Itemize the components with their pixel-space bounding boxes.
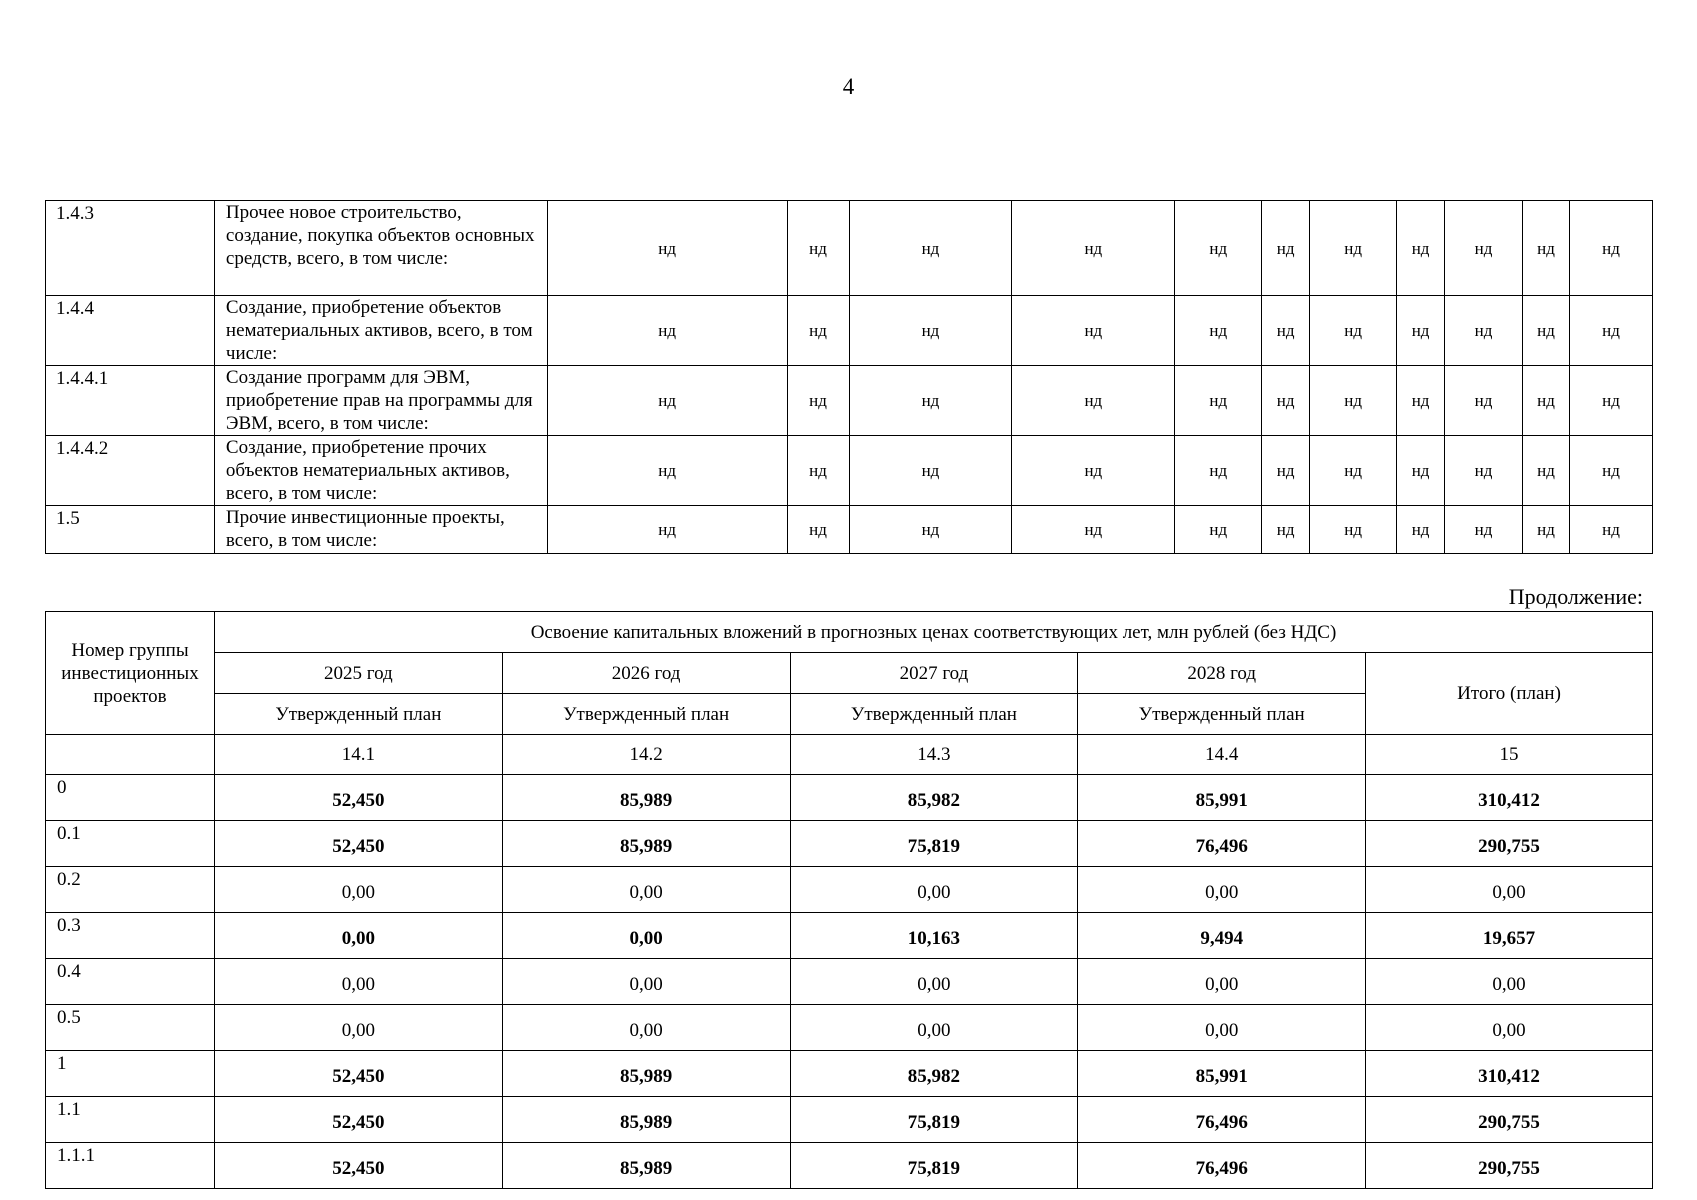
value-cell: нд [787,201,849,296]
value-cell: нд [1523,506,1570,554]
value-cell: 52,450 [214,1051,502,1097]
table-row [46,1005,1653,1051]
top-table-row [46,506,1653,554]
value-cell: 85,989 [502,775,790,821]
value-cell: нд [1310,366,1397,436]
value-cell: нд [1569,436,1652,506]
value-cell: нд [787,296,849,366]
column-number: 15 [1366,735,1653,775]
value-cell: нд [1262,296,1310,366]
value-cell: нд [1569,506,1652,554]
value-cell: нд [547,201,787,296]
value-cell: 0,00 [502,913,790,959]
value-cell: нд [1262,201,1310,296]
table-row [46,913,1653,959]
column-number: 14.1 [214,735,502,775]
value-cell: 0,00 [502,959,790,1005]
value-cell: нд [1175,201,1262,296]
value-cell: нд [1397,201,1445,296]
row-description: Создание, приобретение объектов нематериальных активов, всего, в том числе: [214,296,547,366]
table-row [46,1097,1653,1143]
value-cell: нд [1012,436,1175,506]
value-cell: нд [1012,296,1175,366]
value-cell: нд [849,201,1012,296]
value-cell: нд [1175,506,1262,554]
table-row [46,1051,1653,1097]
value-cell: 10,163 [790,913,1078,959]
value-cell: нд [849,506,1012,554]
table-row [46,821,1653,867]
value-cell: 75,819 [790,1143,1078,1189]
value-cell: нд [1012,201,1175,296]
value-cell: нд [1175,296,1262,366]
empty-cell [46,735,215,775]
value-cell: 0,00 [1366,867,1653,913]
value-cell: 310,412 [1366,775,1653,821]
value-cell: 290,755 [1366,821,1653,867]
continuation-label: Продолжение: [1508,584,1643,609]
value-cell: нд [1445,201,1523,296]
value-cell: 290,755 [1366,1097,1653,1143]
group-number: 1.1 [46,1097,215,1143]
bottom-table [45,611,1653,1189]
plan-header: Утвержденный план [1078,694,1366,735]
row-description: Прочее новое строительство, создание, покупка объектов основных средств, всего, в том числе: [214,201,547,296]
value-cell: нд [1445,296,1523,366]
value-cell: 9,494 [1078,913,1366,959]
plan-header: Утвержденный план [790,694,1078,735]
value-cell: нд [1175,366,1262,436]
value-cell: 0,00 [214,867,502,913]
value-cell: нд [1445,366,1523,436]
value-cell: 0,00 [502,867,790,913]
total-header: Итого (план) [1366,653,1653,735]
value-cell: нд [1262,436,1310,506]
plan-header: Утвержденный план [214,694,502,735]
value-cell: нд [1397,366,1445,436]
value-cell: 52,450 [214,821,502,867]
value-cell: нд [1445,436,1523,506]
group-number: 1.1.1 [46,1143,215,1189]
value-cell: 85,989 [502,821,790,867]
value-cell: 290,755 [1366,1143,1653,1189]
value-cell: 0,00 [1078,867,1366,913]
top-table-row [46,436,1653,506]
page-number: 4 [842,74,855,99]
value-cell: нд [1310,436,1397,506]
table-row [46,775,1653,821]
value-cell: нд [1310,201,1397,296]
value-cell: 0,00 [214,959,502,1005]
value-cell: нд [787,506,849,554]
value-cell: 0,00 [790,867,1078,913]
row-number: 1.4.4 [46,296,215,366]
table-row [46,959,1653,1005]
value-cell: 0,00 [790,1005,1078,1051]
value-cell: нд [1523,201,1570,296]
value-cell: 0,00 [1366,959,1653,1005]
value-cell: 85,989 [502,1143,790,1189]
value-cell: нд [1445,506,1523,554]
value-cell: 75,819 [790,1097,1078,1143]
value-cell: нд [849,436,1012,506]
value-cell: нд [1012,506,1175,554]
row-number: 1.5 [46,506,215,554]
value-cell: нд [1523,296,1570,366]
value-cell: 85,991 [1078,1051,1366,1097]
group-number-header: Номер группы инвестиционных проектов [46,612,215,735]
value-cell: нд [1310,296,1397,366]
value-cell: 0,00 [1078,1005,1366,1051]
group-number: 1 [46,1051,215,1097]
value-cell: нд [1523,436,1570,506]
value-cell: нд [1397,436,1445,506]
value-cell: нд [547,296,787,366]
year-header: 2028 год [1078,653,1366,694]
value-cell: нд [1175,436,1262,506]
value-cell: 0,00 [1078,959,1366,1005]
column-number: 14.2 [502,735,790,775]
value-cell: 19,657 [1366,913,1653,959]
value-cell: 310,412 [1366,1051,1653,1097]
value-cell: нд [787,436,849,506]
row-number: 1.4.4.2 [46,436,215,506]
row-description: Создание программ для ЭВМ, приобретение прав на программы для ЭВМ, всего, в том числе: [214,366,547,436]
group-number: 0.4 [46,959,215,1005]
value-cell: нд [1397,506,1445,554]
value-cell: 76,496 [1078,821,1366,867]
group-number: 0.5 [46,1005,215,1051]
year-header: 2025 год [214,653,502,694]
value-cell: нд [1523,366,1570,436]
value-cell: нд [547,506,787,554]
value-cell: нд [1397,296,1445,366]
value-cell: 0,00 [1366,1005,1653,1051]
value-cell: 0,00 [214,1005,502,1051]
value-cell: нд [1262,366,1310,436]
table-row [46,867,1653,913]
value-cell: нд [1262,506,1310,554]
value-cell: 52,450 [214,1143,502,1189]
value-cell: 85,982 [790,775,1078,821]
value-cell: 85,991 [1078,775,1366,821]
table-row [46,1143,1653,1189]
value-cell: нд [1012,366,1175,436]
plan-header: Утвержденный план [502,694,790,735]
value-cell: 85,982 [790,1051,1078,1097]
value-cell: 75,819 [790,821,1078,867]
value-cell: 85,989 [502,1051,790,1097]
row-description: Создание, приобретение прочих объектов нематериальных активов, всего, в том числе: [214,436,547,506]
value-cell: нд [787,366,849,436]
value-cell: нд [1569,201,1652,296]
row-number: 1.4.4.1 [46,366,215,436]
row-description: Прочие инвестиционные проекты, всего, в том числе: [214,506,547,554]
value-cell: нд [1569,296,1652,366]
value-cell: нд [1569,366,1652,436]
value-cell: нд [849,296,1012,366]
main-header: Освоение капитальных вложений в прогнозных ценах соответствующих лет, млн рублей (без НДС) [214,612,1652,653]
row-number: 1.4.3 [46,201,215,296]
group-number: 0.1 [46,821,215,867]
value-cell: 52,450 [214,1097,502,1143]
year-header: 2027 год [790,653,1078,694]
value-cell: нд [547,366,787,436]
year-header: 2026 год [502,653,790,694]
top-table-row [46,366,1653,436]
top-table [45,200,1653,554]
top-table-row [46,201,1653,296]
value-cell: 0,00 [502,1005,790,1051]
value-cell: 76,496 [1078,1143,1366,1189]
column-number: 14.3 [790,735,1078,775]
column-number: 14.4 [1078,735,1366,775]
group-number: 0 [46,775,215,821]
value-cell: нд [1310,506,1397,554]
value-cell: нд [849,366,1012,436]
group-number: 0.3 [46,913,215,959]
top-table-row [46,296,1653,366]
value-cell: 85,989 [502,1097,790,1143]
value-cell: 52,450 [214,775,502,821]
value-cell: 0,00 [214,913,502,959]
value-cell: нд [547,436,787,506]
group-number: 0.2 [46,867,215,913]
value-cell: 0,00 [790,959,1078,1005]
value-cell: 76,496 [1078,1097,1366,1143]
